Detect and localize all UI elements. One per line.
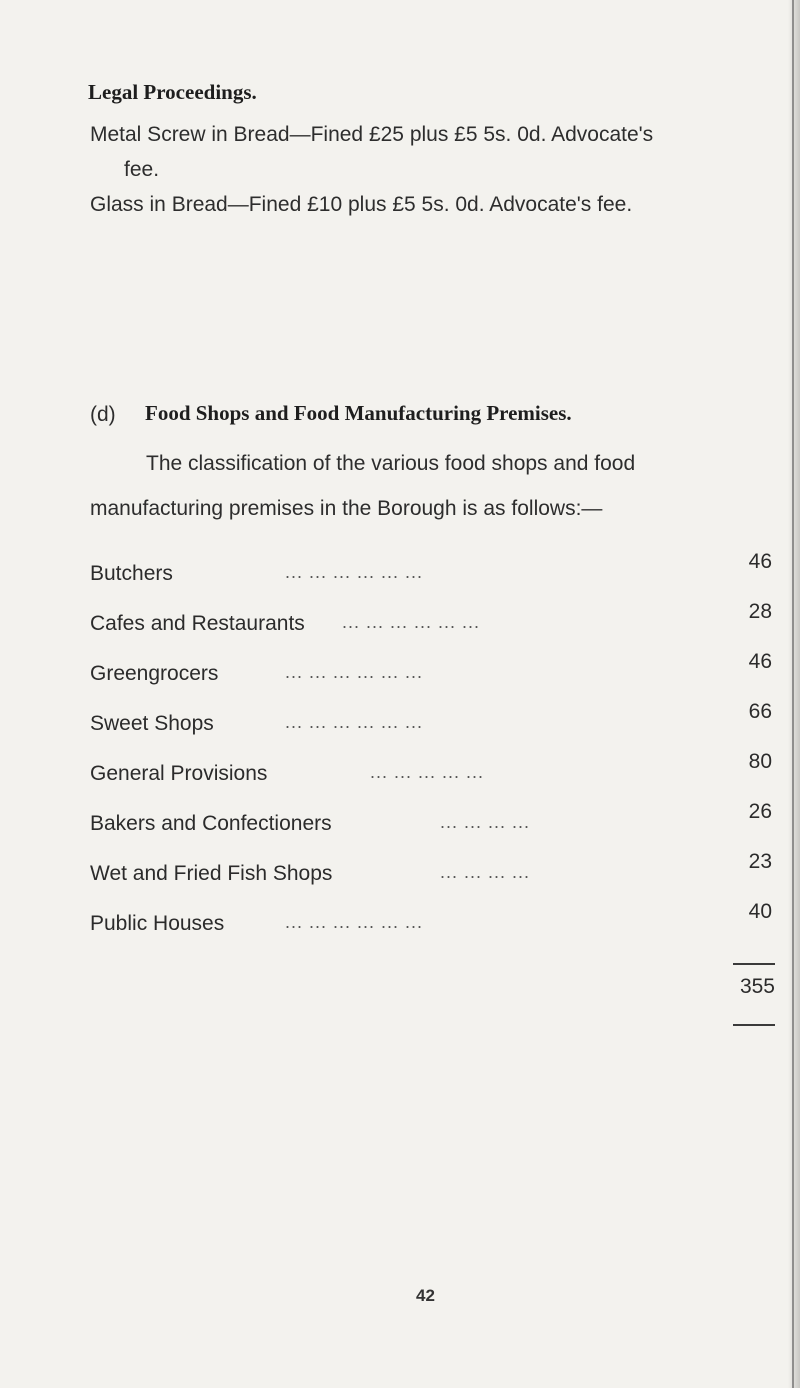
row-label: Cafes and Restaurants [90, 612, 311, 636]
row-label: Public Houses [90, 912, 230, 936]
row-label: Wet and Fried Fish Shops [90, 862, 338, 886]
premises-row-greengrocers [90, 650, 772, 692]
row-value: 28 [748, 600, 772, 623]
row-leader-dots: ... ... ... ... [440, 812, 531, 832]
premises-row-bakers [90, 800, 772, 842]
row-label: General Provisions [90, 762, 273, 786]
row-leader-dots: ... ... ... ... ... ... [285, 662, 424, 682]
row-value: 40 [748, 900, 772, 923]
legal-proceedings-heading: Legal Proceedings. [88, 80, 257, 104]
page-number: 42 [416, 1286, 435, 1305]
row-label: Bakers and Confectioners [90, 812, 338, 836]
legal-item-1: Metal Screw in Bread—Fined £25 plus £5 5s. 0d. Advocate's [90, 123, 654, 146]
total-rule-bottom [733, 1024, 775, 1026]
legal-item-2: Glass in Bread—Fined £10 plus £5 5s. 0d. Advocate's fee. [90, 193, 633, 216]
total-rule-top [733, 963, 775, 965]
page-edge-shadow [788, 0, 800, 1388]
row-leader-dots: ... ... ... ... ... ... [285, 912, 424, 932]
food-shops-heading: Food Shops and Food Manufacturing Premises. [145, 401, 572, 425]
section-label: (d) [90, 403, 116, 426]
premises-row-butchers [90, 550, 772, 592]
intro-line-2: manufacturing premises in the Borough is as follows:— [90, 497, 603, 520]
premises-row-public-houses [90, 900, 772, 942]
row-leader-dots: ... ... ... ... [440, 862, 531, 882]
premises-row-general-provisions [90, 750, 772, 792]
row-value: 80 [748, 750, 772, 773]
row-value: 46 [748, 650, 772, 673]
row-leader-dots: ... ... ... ... ... ... [342, 612, 481, 632]
premises-row-fish-shops [90, 850, 772, 892]
row-value: 46 [748, 550, 772, 573]
row-leader-dots: ... ... ... ... ... ... [285, 562, 424, 582]
row-leader-dots: ... ... ... ... ... ... [285, 712, 424, 732]
row-label: Greengrocers [90, 662, 224, 686]
row-label: Sweet Shops [90, 712, 220, 736]
row-value: 23 [748, 850, 772, 873]
row-leader-dots: ... ... ... ... ... [370, 762, 485, 782]
intro-line-1: The classification of the various food shops and food [146, 452, 636, 475]
premises-row-cafes [90, 600, 772, 642]
page-edge-line [792, 0, 794, 1388]
legal-item-1-continuation: fee. [124, 158, 160, 181]
row-value: 26 [748, 800, 772, 823]
premises-row-sweet-shops [90, 700, 772, 742]
total-value: 355 [739, 975, 775, 998]
row-value: 66 [748, 700, 772, 723]
row-label: Butchers [90, 562, 179, 586]
